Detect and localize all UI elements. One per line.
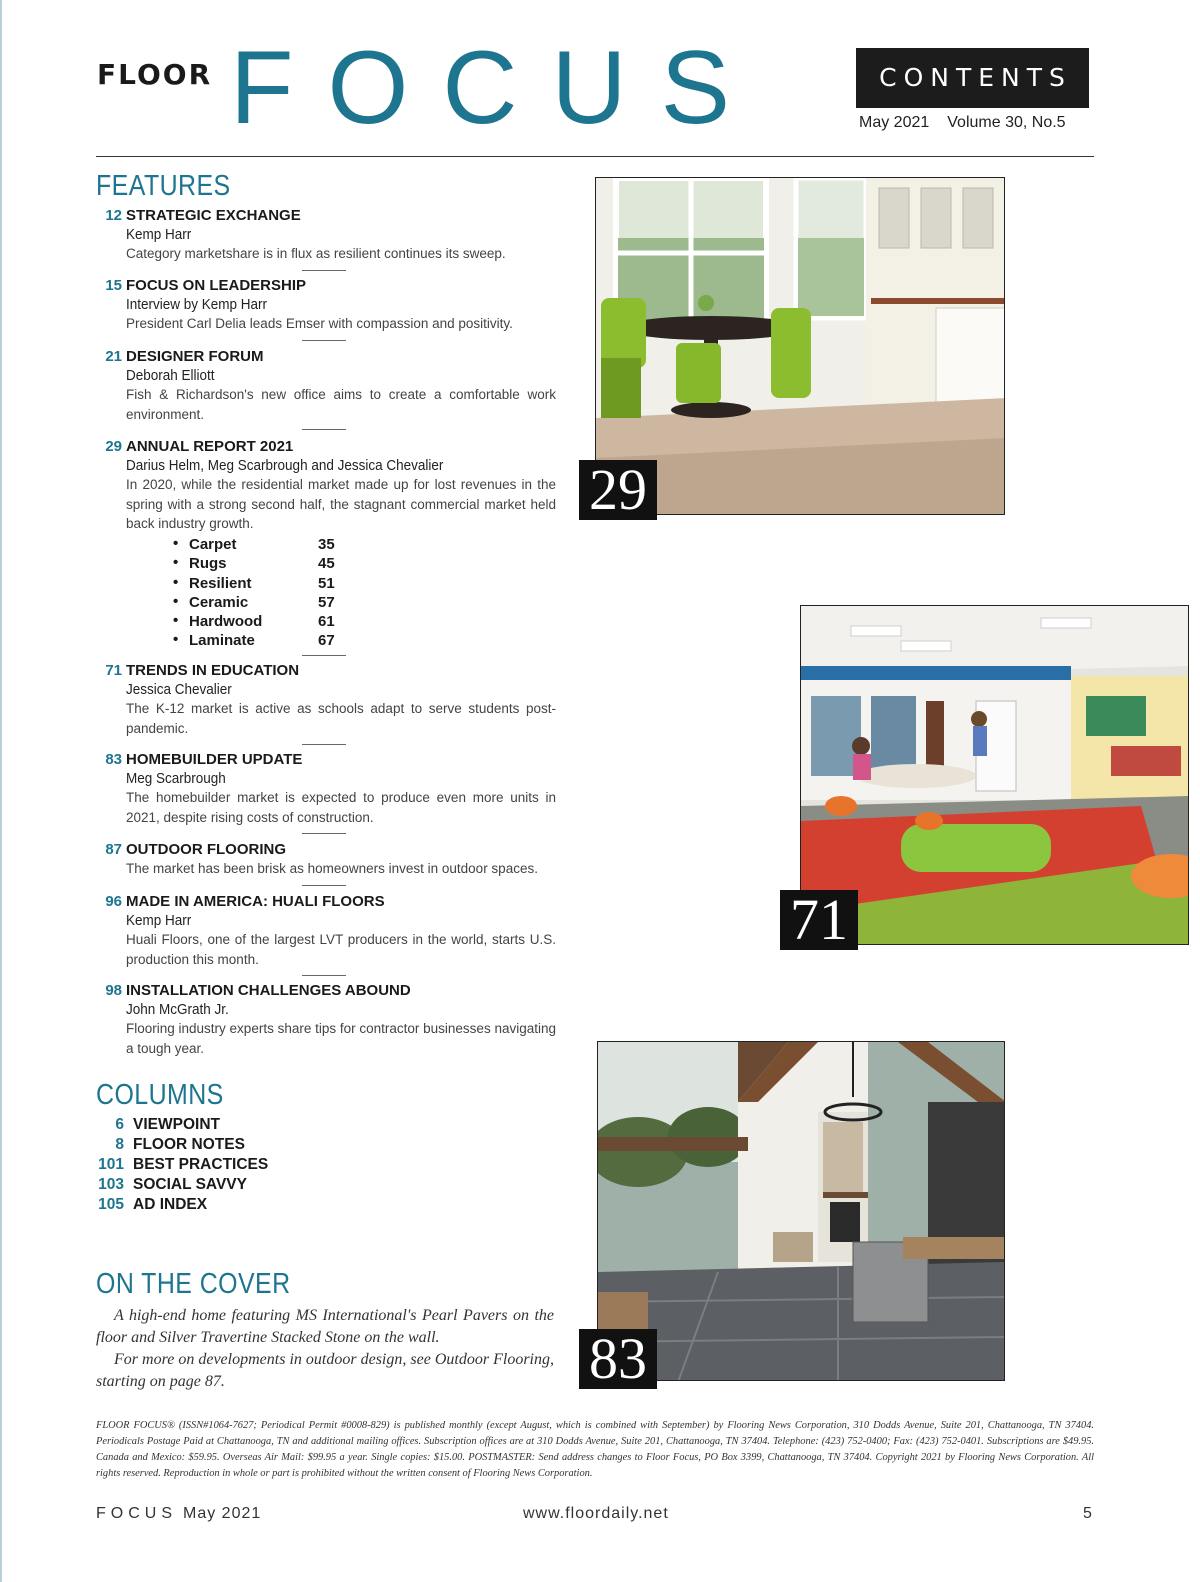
separator bbox=[302, 340, 346, 341]
separator bbox=[302, 270, 346, 271]
list-item[interactable]: • Resilient 51 bbox=[173, 573, 335, 592]
separator bbox=[302, 744, 346, 745]
feature-description: The market has been brisk as homeowners invest in outdoor spaces. bbox=[126, 861, 538, 876]
column-item[interactable] bbox=[96, 1196, 207, 1214]
footer-magazine bbox=[96, 1505, 261, 1523]
feature-item[interactable] bbox=[96, 207, 556, 264]
feature-description: The K-12 market is active as schools adapt to serve students post-pandemic. bbox=[126, 701, 556, 736]
feature-author: Darius Helm, Meg Scarbrough and Jessica Chevalier bbox=[126, 457, 444, 474]
patio-photo[interactable] bbox=[597, 1041, 1005, 1381]
header-divider bbox=[96, 156, 1094, 157]
publication-statement: FLOOR FOCUS® (ISSN#1064-7627; Periodical Permit #0008-829) is published monthly (except August, which is combined with September) by Flooring News Corporation, 310 Dodds Avenue, Suite 201, Chattanooga, TN 37404. Periodicals Postage Paid at Chattanooga, TN and additional mailing offices. Subscription offices are at 310 Dodds Avenue, Suite 201, Chattanooga, TN 37404. Telephone: (423) 752-0400; Fax: (423) 752-0401. Subscriptions are $49.95. Canada and Mexico: $59.95. Overseas Air Mail: $99.95 a year. Single copies: $15.00. POSTMASTER: Send address changes to Floor Focus, PO Box 3399, Chattanooga, TN 37404. Copyright 2021 by Flooring News Corporation. All rights reserved. Reproduction in whole or part is prohibited without the written consent of Flooring News Corporation. bbox=[96, 1420, 1094, 1479]
column-title: SOCIAL SAVVY bbox=[133, 1176, 247, 1193]
feature-author: Kemp Harr bbox=[126, 912, 192, 929]
annual-report-sections bbox=[173, 536, 353, 652]
feature-item[interactable] bbox=[96, 982, 556, 1058]
feature-page: 83 bbox=[105, 751, 122, 768]
feature-description: In 2020, while the residential market made up for lost revenues in the spring with a strong second half, the stagnant commercial market held back industry growth. bbox=[126, 477, 556, 531]
feature-description: President Carl Delia leads Emser with compassion and positivity. bbox=[126, 316, 513, 331]
classroom-photo[interactable] bbox=[800, 605, 1189, 945]
list-item[interactable]: • Rugs 45 bbox=[173, 554, 335, 573]
feature-item[interactable] bbox=[96, 348, 556, 424]
column-page: 8 bbox=[115, 1136, 124, 1153]
column-page: 101 bbox=[98, 1156, 124, 1173]
page-edge-rule bbox=[0, 0, 2, 1582]
feature-description: Huali Floors, one of the largest LVT producers in the world, starts U.S. production this month. bbox=[126, 932, 556, 967]
classroom-illustration bbox=[801, 606, 1189, 945]
feature-author: John McGrath Jr. bbox=[126, 1001, 229, 1018]
footer-page-number: 5 bbox=[1083, 1505, 1092, 1522]
feature-description: Flooring industry experts share tips for contractor businesses navigating a tough year. bbox=[126, 1021, 556, 1056]
footer-website[interactable]: www.floordaily.net bbox=[523, 1505, 669, 1522]
dining-photo-page-label: 29 bbox=[579, 460, 657, 520]
feature-description: Category marketshare is in flux as resilient continues its sweep. bbox=[126, 246, 506, 261]
column-item[interactable] bbox=[96, 1116, 220, 1134]
separator bbox=[302, 655, 346, 656]
feature-page: 87 bbox=[105, 841, 122, 858]
column-title: FLOOR NOTES bbox=[133, 1136, 245, 1153]
feature-description: Fish & Richardson's new office aims to create a comfortable work environment. bbox=[126, 387, 556, 422]
separator bbox=[302, 885, 346, 886]
feature-item[interactable] bbox=[96, 751, 556, 827]
features-heading: FEATURES bbox=[96, 170, 231, 202]
feature-item[interactable] bbox=[96, 277, 556, 334]
feature-title: TRENDS IN EDUCATION bbox=[126, 662, 300, 679]
classroom-photo-page-label: 71 bbox=[780, 890, 858, 950]
footer-date: May 2021 bbox=[183, 1505, 262, 1522]
contents-banner: CONTENTS bbox=[856, 48, 1089, 108]
feature-author: Kemp Harr bbox=[126, 226, 192, 243]
separator bbox=[302, 429, 346, 430]
feature-page: 21 bbox=[105, 348, 122, 365]
logo-focus: FOCUS bbox=[230, 30, 764, 146]
feature-author: Meg Scarbrough bbox=[126, 770, 226, 787]
issue-line bbox=[859, 114, 1066, 132]
feature-page: 98 bbox=[105, 982, 122, 999]
feature-title: INSTALLATION CHALLENGES ABOUND bbox=[126, 982, 411, 999]
feature-title: FOCUS ON LEADERSHIP bbox=[126, 277, 307, 294]
feature-page: 71 bbox=[105, 662, 122, 679]
feature-item[interactable] bbox=[96, 893, 556, 969]
feature-author: Interview by Kemp Harr bbox=[126, 296, 268, 313]
feature-page: 12 bbox=[105, 207, 122, 224]
feature-page: 29 bbox=[105, 438, 122, 455]
column-item[interactable] bbox=[96, 1176, 247, 1194]
issue-volume: Volume 30, No.5 bbox=[947, 114, 1066, 131]
list-item[interactable]: • Hardwood 61 bbox=[173, 612, 335, 631]
feature-title: HOMEBUILDER UPDATE bbox=[126, 751, 303, 768]
column-title: AD INDEX bbox=[133, 1196, 208, 1213]
feature-author: Deborah Elliott bbox=[126, 367, 215, 384]
list-item[interactable]: • Ceramic 57 bbox=[173, 592, 335, 611]
feature-title: DESIGNER FORUM bbox=[126, 348, 264, 365]
feature-author: Jessica Chevalier bbox=[126, 681, 232, 698]
feature-item[interactable] bbox=[96, 438, 556, 534]
cover-heading: ON THE COVER bbox=[96, 1268, 291, 1300]
column-title: BEST PRACTICES bbox=[133, 1156, 269, 1173]
footer-magazine-name: FOCUS bbox=[96, 1505, 177, 1522]
feature-page: 15 bbox=[105, 277, 122, 294]
separator bbox=[302, 833, 346, 834]
column-title: VIEWPOINT bbox=[133, 1116, 220, 1133]
column-item[interactable] bbox=[96, 1136, 245, 1154]
feature-title: ANNUAL REPORT 2021 bbox=[126, 438, 294, 455]
list-item[interactable]: • Carpet 35 bbox=[173, 535, 335, 553]
issue-date: May 2021 bbox=[859, 114, 930, 131]
patio-illustration bbox=[598, 1042, 1005, 1381]
list-item[interactable]: • Laminate 67 bbox=[173, 631, 335, 650]
cover-paragraph: A high-end home featuring MS International's Pearl Pavers on the floor and Silver Travertine Stacked Stone on the wall. bbox=[96, 1307, 554, 1346]
cover-description bbox=[96, 1305, 554, 1393]
feature-title: STRATEGIC EXCHANGE bbox=[126, 207, 301, 224]
columns-heading: COLUMNS bbox=[96, 1079, 224, 1111]
patio-photo-page-label: 83 bbox=[579, 1329, 657, 1389]
column-page: 103 bbox=[98, 1176, 124, 1193]
feature-item[interactable] bbox=[96, 841, 556, 879]
feature-page: 96 bbox=[105, 893, 122, 910]
cover-paragraph: For more on developments in outdoor design, see Outdoor Flooring, starting on page 87. bbox=[96, 1351, 554, 1390]
column-item[interactable] bbox=[96, 1156, 268, 1174]
feature-title: MADE IN AMERICA: HUALI FLOORS bbox=[126, 893, 385, 910]
logo-floor: FLOOR bbox=[97, 58, 213, 91]
feature-title: OUTDOOR FLOORING bbox=[126, 841, 286, 858]
feature-item[interactable] bbox=[96, 662, 556, 738]
dining-room-illustration bbox=[596, 178, 1005, 515]
separator bbox=[302, 975, 346, 976]
column-page: 6 bbox=[115, 1116, 124, 1133]
column-page: 105 bbox=[98, 1196, 124, 1213]
feature-description: The homebuilder market is expected to produce even more units in 2021, despite rising costs of construction. bbox=[126, 790, 556, 825]
